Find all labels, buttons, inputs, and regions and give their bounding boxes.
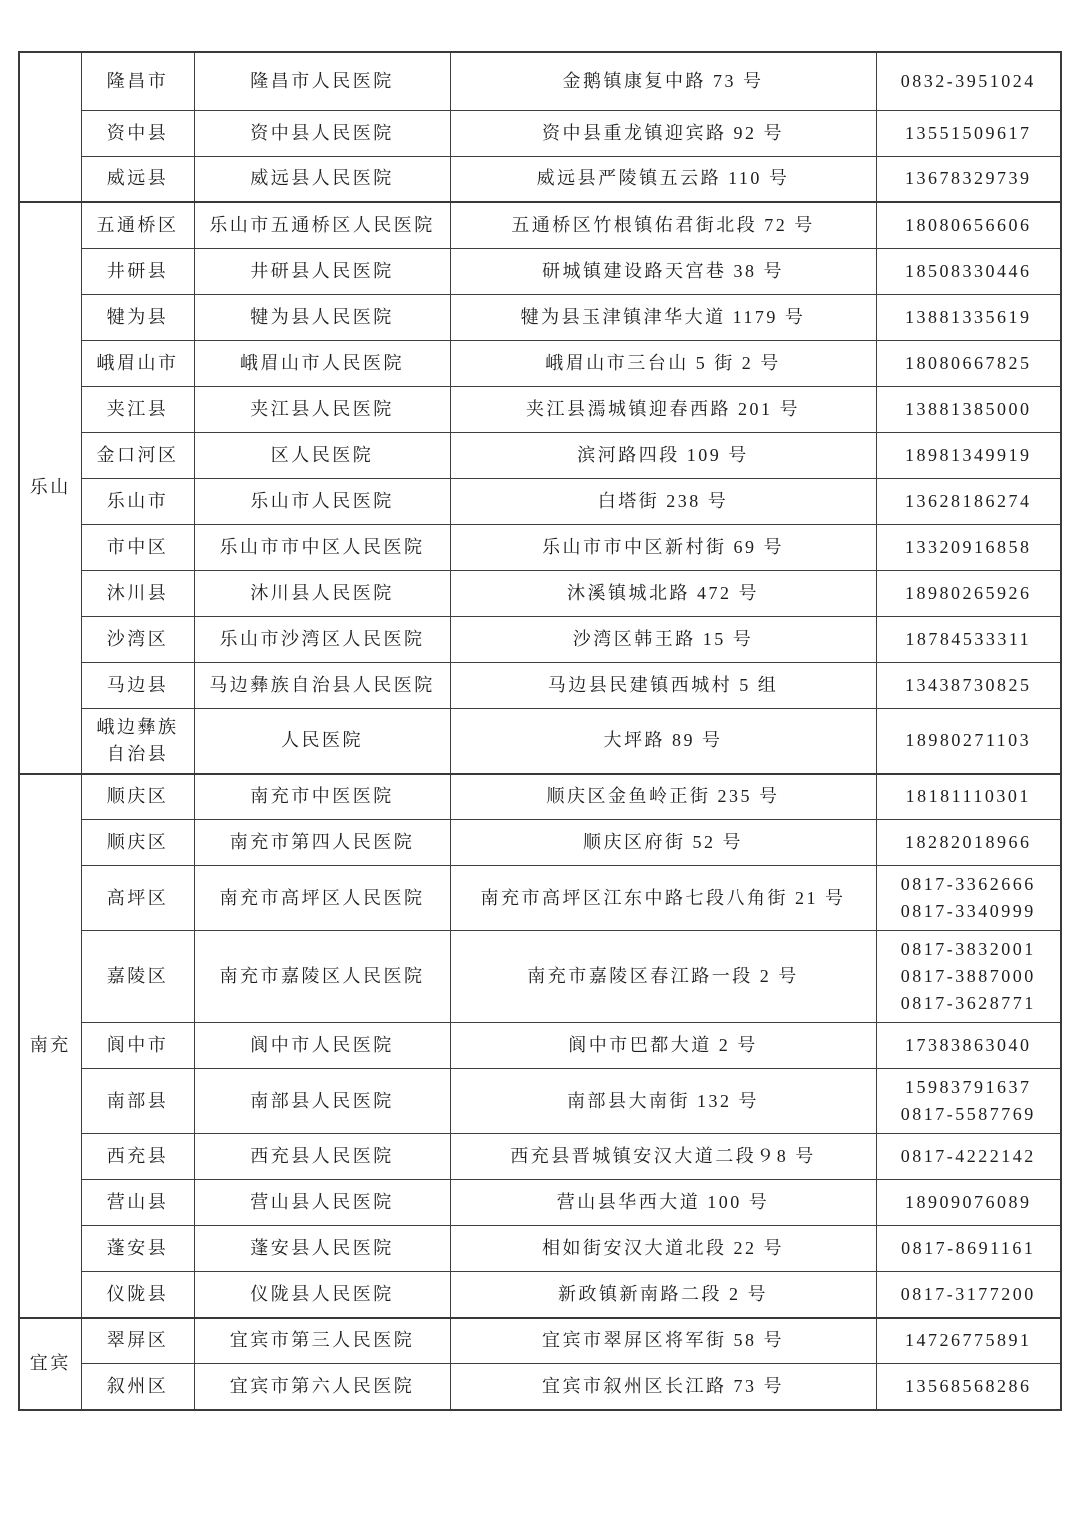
- phone-cell: [876, 1272, 1061, 1318]
- phone-cell: [876, 52, 1061, 110]
- district-text: 顺庆区: [106, 786, 169, 807]
- address-cell: 研城镇建设路天宫巷 38 号: [450, 248, 876, 294]
- hospital-cell: 营山县人民医院: [194, 1180, 450, 1226]
- address-cell: 顺庆区府街 52 号: [450, 820, 876, 866]
- phone-number: 0817-3887000: [900, 966, 1036, 986]
- table-row: [19, 1180, 1061, 1226]
- phone-number: 0817-3340999: [900, 901, 1036, 921]
- district-text: 隆昌市: [106, 70, 169, 91]
- phone-number: 13568568286: [905, 1375, 1032, 1396]
- address-cell: 阆中市巴都大道 2 号: [450, 1023, 876, 1069]
- district-cell: [81, 1180, 194, 1226]
- district-text: 顺庆区: [106, 832, 169, 852]
- district-text: 沙湾区: [106, 628, 169, 649]
- phone-cell: [876, 156, 1061, 202]
- table-row: [19, 386, 1061, 432]
- table-row: [19, 774, 1061, 820]
- district-text: 仪陇县: [106, 1283, 169, 1304]
- district-cell: [81, 386, 194, 432]
- phone-number: 15983791637: [905, 1077, 1032, 1097]
- address-cell: 夹江县漹城镇迎春西路 201 号: [450, 386, 876, 432]
- district-cell: [81, 662, 194, 708]
- phone-number: 13551509617: [905, 122, 1032, 143]
- address-cell: 顺庆区金鱼岭正街 235 号: [450, 774, 876, 820]
- district-cell: [81, 202, 194, 248]
- district-text: 金口河区: [96, 444, 179, 465]
- district-cell: [81, 1272, 194, 1318]
- district-text: 犍为县: [106, 306, 169, 327]
- phone-cell: [876, 866, 1061, 931]
- table-row: [19, 294, 1061, 340]
- phone-cell: [876, 478, 1061, 524]
- address-cell: 白塔街 238 号: [450, 478, 876, 524]
- district-text: 峨边彝族: [96, 716, 179, 737]
- phone-number: 13320916858: [905, 536, 1032, 557]
- hospital-cell: 南充市中医医院: [194, 774, 450, 820]
- table-row: [19, 156, 1061, 202]
- phone-number: 13438730825: [905, 674, 1032, 695]
- district-text: 阆中市: [106, 1035, 169, 1055]
- city-group-cell: 南充: [19, 774, 81, 1318]
- table-row: [19, 202, 1061, 248]
- phone-number: 14726775891: [905, 1330, 1032, 1351]
- phone-cell: [876, 524, 1061, 570]
- hospital-cell: 南充市高坪区人民医院: [194, 866, 450, 931]
- address-cell: 南充市高坪区江东中路七段八角街 21 号: [450, 866, 876, 931]
- hospital-contact-table: [18, 51, 1062, 1411]
- phone-number: 18980271103: [905, 730, 1032, 750]
- table-row: [19, 340, 1061, 386]
- phone-cell: [876, 616, 1061, 662]
- district-cell: [81, 1318, 194, 1364]
- table-row: [19, 1364, 1061, 1410]
- phone-number: 13678329739: [905, 168, 1032, 189]
- phone-number: 17383863040: [905, 1035, 1032, 1055]
- hospital-cell: 马边彝族自治县人民医院: [194, 662, 450, 708]
- district-cell: [81, 52, 194, 110]
- district-cell: [81, 340, 194, 386]
- phone-cell: [876, 1180, 1061, 1226]
- phone-cell: [876, 110, 1061, 156]
- phone-cell: [876, 1134, 1061, 1180]
- address-cell: 峨眉山市三台山 5 街 2 号: [450, 340, 876, 386]
- table-row: [19, 662, 1061, 708]
- table-row: [19, 1272, 1061, 1318]
- table-row: [19, 616, 1061, 662]
- address-cell: 犍为县玉津镇津华大道 1179 号: [450, 294, 876, 340]
- district-cell: [81, 1069, 194, 1134]
- district-cell: [81, 156, 194, 202]
- table-row: [19, 248, 1061, 294]
- hospital-cell: 夹江县人民医院: [194, 386, 450, 432]
- table-row: [19, 1069, 1061, 1134]
- phone-number: 0817-8691161: [901, 1238, 1036, 1258]
- district-cell: [81, 1023, 194, 1069]
- phone-cell: [876, 1069, 1061, 1134]
- district-cell: [81, 478, 194, 524]
- hospital-cell: 资中县人民医院: [194, 110, 450, 156]
- address-cell: 乐山市市中区新村街 69 号: [450, 524, 876, 570]
- district-text: 南部县: [106, 1090, 169, 1111]
- district-text: 高坪区: [106, 887, 169, 908]
- hospital-cell: 乐山市沙湾区人民医院: [194, 616, 450, 662]
- address-cell: 相如街安汉大道北段 22 号: [450, 1226, 876, 1272]
- district-cell: [81, 524, 194, 570]
- hospital-cell: 阆中市人民医院: [194, 1023, 450, 1069]
- address-cell: 南充市嘉陵区春江路一段 2 号: [450, 931, 876, 1023]
- table-row: [19, 570, 1061, 616]
- table-row: [19, 1226, 1061, 1272]
- address-cell: 大坪路 89 号: [450, 708, 876, 774]
- address-cell: 威远县严陵镇五云路 110 号: [450, 156, 876, 202]
- table-row: [19, 820, 1061, 866]
- hospital-cell: 威远县人民医院: [194, 156, 450, 202]
- district-cell: [81, 1226, 194, 1272]
- phone-cell: [876, 340, 1061, 386]
- district-text: 蓬安县: [106, 1238, 169, 1258]
- hospital-cell: 乐山市市中区人民医院: [194, 524, 450, 570]
- phone-cell: [876, 774, 1061, 820]
- hospital-cell: 井研县人民医院: [194, 248, 450, 294]
- hospital-cell: 犍为县人民医院: [194, 294, 450, 340]
- hospital-cell: 隆昌市人民医院: [194, 52, 450, 110]
- district-cell: [81, 1134, 194, 1180]
- phone-number: 18508330446: [905, 260, 1032, 281]
- phone-number: 18909076089: [905, 1192, 1032, 1212]
- address-cell: 宜宾市翠屏区将军街 58 号: [450, 1318, 876, 1364]
- address-cell: 滨河路四段 109 号: [450, 432, 876, 478]
- table-row: [19, 524, 1061, 570]
- hospital-cell: 蓬安县人民医院: [194, 1226, 450, 1272]
- city-group-cell: 宜宾: [19, 1318, 81, 1410]
- district-text: 威远县: [106, 168, 169, 189]
- hospital-cell: 仪陇县人民医院: [194, 1272, 450, 1318]
- district-cell: [81, 1364, 194, 1410]
- table-row: [19, 432, 1061, 478]
- district-text: 叙州区: [106, 1375, 169, 1396]
- district-text: 自治县: [106, 743, 169, 764]
- phone-number: 13881385000: [905, 398, 1032, 419]
- hospital-cell: 峨眉山市人民医院: [194, 340, 450, 386]
- address-cell: 五通桥区竹根镇佑君街北段 72 号: [450, 202, 876, 248]
- hospital-cell: 乐山市五通桥区人民医院: [194, 202, 450, 248]
- phone-cell: [876, 570, 1061, 616]
- hospital-cell: 乐山市人民医院: [194, 478, 450, 524]
- district-cell: [81, 570, 194, 616]
- district-cell: [81, 432, 194, 478]
- table-row: [19, 708, 1061, 774]
- hospital-cell: 南充市第四人民医院: [194, 820, 450, 866]
- table-row: [19, 1023, 1061, 1069]
- district-text: 资中县: [106, 122, 169, 143]
- phone-number: 0817-4222142: [900, 1146, 1036, 1166]
- address-cell: 新政镇新南路二段 2 号: [450, 1272, 876, 1318]
- phone-number: 0817-3832001: [900, 939, 1036, 959]
- district-text: 井研县: [106, 260, 169, 281]
- district-text: 嘉陵区: [106, 966, 169, 986]
- phone-cell: [876, 248, 1061, 294]
- phone-cell: [876, 1364, 1061, 1410]
- phone-number: 18080667825: [905, 352, 1032, 373]
- address-cell: 马边县民建镇西城村 5 组: [450, 662, 876, 708]
- address-cell: 资中县重龙镇迎宾路 92 号: [450, 110, 876, 156]
- table-row: [19, 1134, 1061, 1180]
- table-row: [19, 1318, 1061, 1364]
- district-text: 营山县: [106, 1192, 169, 1212]
- district-cell: [81, 820, 194, 866]
- district-text: 峨眉山市: [96, 352, 179, 373]
- address-cell: 宜宾市叙州区长江路 73 号: [450, 1364, 876, 1410]
- district-text: 五通桥区: [96, 214, 179, 235]
- address-cell: 沐溪镇城北路 472 号: [450, 570, 876, 616]
- district-text: 马边县: [106, 674, 169, 695]
- phone-cell: [876, 708, 1061, 774]
- city-group-cell: [19, 52, 81, 202]
- phone-number: 0817-3628771: [900, 993, 1036, 1013]
- table-row: [19, 866, 1061, 931]
- hospital-table-body: [19, 52, 1061, 1410]
- district-text: 翠屏区: [106, 1330, 169, 1351]
- phone-cell: [876, 1226, 1061, 1272]
- district-text: 西充县: [106, 1146, 169, 1166]
- phone-number: 13628186274: [905, 490, 1032, 511]
- city-group-cell: 乐山: [19, 202, 81, 774]
- district-cell: [81, 110, 194, 156]
- address-cell: 西充县晋城镇安汉大道二段９8 号: [450, 1134, 876, 1180]
- district-text: 市中区: [106, 536, 169, 557]
- hospital-cell: 宜宾市第六人民医院: [194, 1364, 450, 1410]
- hospital-cell: 人民医院: [194, 708, 450, 774]
- phone-number: 18080656606: [905, 214, 1032, 235]
- table-row: [19, 110, 1061, 156]
- district-text: 沐川县: [106, 582, 169, 603]
- address-cell: 营山县华西大道 100 号: [450, 1180, 876, 1226]
- phone-cell: [876, 202, 1061, 248]
- district-cell: [81, 708, 194, 774]
- phone-cell: [876, 820, 1061, 866]
- phone-cell: [876, 386, 1061, 432]
- district-cell: [81, 616, 194, 662]
- phone-cell: [876, 662, 1061, 708]
- phone-number: 0832-3951024: [900, 70, 1036, 91]
- phone-number: 0817-5587769: [900, 1104, 1036, 1124]
- phone-cell: [876, 432, 1061, 478]
- phone-cell: [876, 294, 1061, 340]
- district-text: 乐山市: [106, 490, 169, 511]
- district-cell: [81, 866, 194, 931]
- district-text: 夹江县: [106, 398, 169, 419]
- phone-number: 18981349919: [905, 444, 1032, 465]
- phone-number: 18784533311: [905, 628, 1032, 649]
- address-cell: 金鹅镇康复中路 73 号: [450, 52, 876, 110]
- phone-cell: [876, 1318, 1061, 1364]
- district-cell: [81, 774, 194, 820]
- phone-number: 18980265926: [905, 582, 1032, 603]
- table-row: [19, 52, 1061, 110]
- hospital-cell: 宜宾市第三人民医院: [194, 1318, 450, 1364]
- district-cell: [81, 294, 194, 340]
- hospital-cell: 南充市嘉陵区人民医院: [194, 931, 450, 1023]
- phone-number: 13881335619: [905, 306, 1032, 327]
- phone-number: 0817-3177200: [900, 1283, 1036, 1304]
- table-row: [19, 478, 1061, 524]
- hospital-cell: 区人民医院: [194, 432, 450, 478]
- phone-number: 18181110301: [905, 786, 1031, 807]
- hospital-cell: 西充县人民医院: [194, 1134, 450, 1180]
- phone-cell: [876, 1023, 1061, 1069]
- table-row: [19, 931, 1061, 1023]
- hospital-cell: 沐川县人民医院: [194, 570, 450, 616]
- address-cell: 南部县大南街 132 号: [450, 1069, 876, 1134]
- phone-number: 0817-3362666: [900, 874, 1036, 894]
- hospital-cell: 南部县人民医院: [194, 1069, 450, 1134]
- district-cell: [81, 931, 194, 1023]
- district-cell: [81, 248, 194, 294]
- phone-cell: [876, 931, 1061, 1023]
- address-cell: 沙湾区韩王路 15 号: [450, 616, 876, 662]
- phone-number: 18282018966: [905, 832, 1032, 852]
